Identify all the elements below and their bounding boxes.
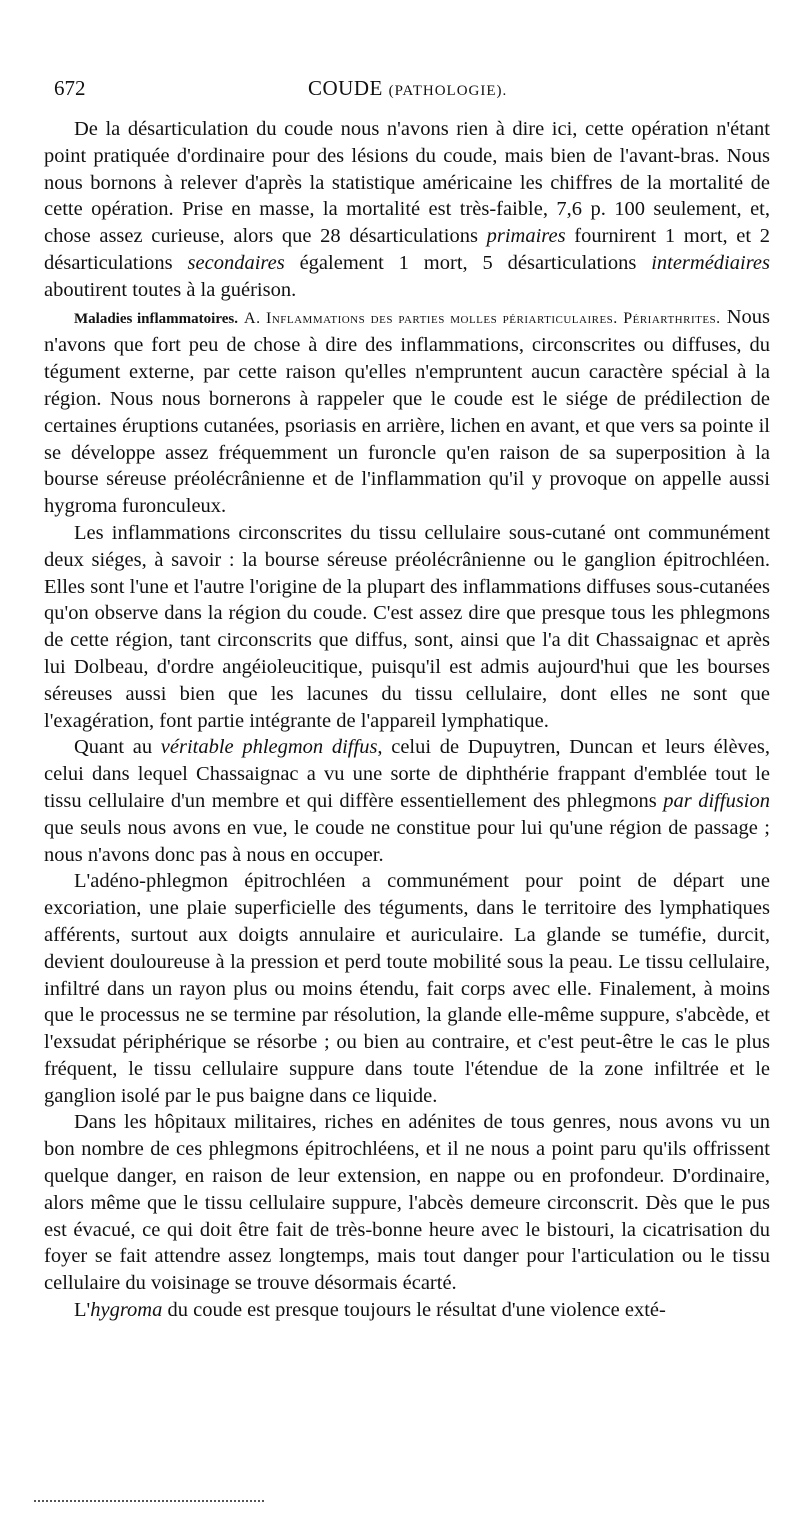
text-run: L'	[74, 1299, 91, 1322]
footer-dotted-rule	[34, 1500, 264, 1502]
paragraph-maladies-inflammatoires	[44, 304, 770, 520]
page-number: 672	[54, 76, 86, 100]
italic-term: véritable phlegmon diffus	[160, 736, 378, 759]
italic-term: hygroma	[90, 1299, 163, 1322]
running-head-title: COUDE	[308, 76, 383, 100]
paragraph-hygroma	[44, 1297, 770, 1324]
text-run: De la désarticulation du coude nous n'avons rien à dire ici, cette opération n'étant point pratiquée d'ordinaire pour des lésions du coude, mais bien de l'avant-bras. Nous nous bornons à relever d'après la statistique américaine les chiffres de la mortalité de cette opération. Prise en masse, la mortalité est très-faible, 7,6 p. 100 seulement, et, chose assez curieuse, alors que 28 désarticulations	[44, 118, 770, 248]
italic-term: secondaires	[187, 251, 285, 274]
paragraph-inflammations-circonscrites: Les inflammations circonscrites du tissu cellulaire sous-cutané ont communément deux siéges, à savoir : la bourse séreuse préolécrânienne ou le ganglion épitrochléen. Elles sont l'une et l'autre l'origine de la plupart des inflammations diffuses sous-cutanées qu'on observe dans la région du coude. C'est assez dire que presque tous les phlegmons de cette région, tant circonscrits que diffus, sont, ainsi que l'a dit Chassaignac et après lui Dolbeau, d'ordre angéioleucitique, puisqu'il est admis aujourd'hui que les bourses séreuses aussi bien que les lacunes du tissu cellulaire, dont elles ne sont que l'exagération, font partie intégrante de l'appareil lymphatique.	[44, 521, 770, 732]
text-run: également 1 mort, 5 désarticulations	[284, 251, 652, 274]
paragraph-desarticulation	[44, 116, 770, 304]
book-page	[44, 76, 770, 1324]
text-run: aboutirent toutes à la guérison.	[44, 278, 297, 301]
paragraph-adeno-phlegmon: L'adéno-phlegmon épitrochléen a communément pour point de départ une excoriation, une plaie superficielle des téguments, dans le territoire des lymphatiques afférents, surtout aux doigts annulaire et auriculaire. La glande se tuméfie, durcit, devient douloureuse à la pression et perd toute mobilité sous la peau. Le tissu cellulaire, infiltré dans un rayon plus ou moins étendu, fait corps avec elle. Finalement, à moins que le processus ne se termine par résolution, la glande elle-même suppure, s'abcède, et l'exsudat périphérique se résorbe ; ou bien au contraire, et c'est peut-être le cas le plus fréquent, le tissu cellulaire suppure dans toute l'étendue de la zone infiltrée et le ganglion isolé par le pus baigne dans ce liquide.	[44, 870, 770, 1107]
italic-term: primaires	[486, 225, 566, 248]
text-run: , celui de Dupuytren, Duncan et leurs élèves, celui dans lequel Chassaignac a vu une sorte de diphthérie frappant d'emblée tout le tissu cellulaire d'un membre et qui diffère essentiellement des phlegmons	[44, 736, 770, 812]
text-run: Nous n'avons que fort peu de chose à dire des inflammations, circonscrites ou diffuses, du tégument externe, par cette raison qu'elles n'empruntent aucun caractère spécial à la région. Nous nous bornerons à rappeler que le coude est le siége de prédilection de certaines éruptions cutanées, psoriasis en arrière, lichen en avant, et que vers sa pointe il se développe assez fréquemment un furoncle qu'en raison de sa superposition à la bourse séreuse préolécrânienne et de l'inflammation qu'il y provoque on appelle aussi hygroma furonculeux.	[44, 305, 771, 518]
text-run: Quant au	[74, 736, 161, 759]
section-heading: Maladies inflammatoires.	[74, 310, 238, 327]
text-run: que seuls nous avons en vue, le coude ne constitue pour lui qu'une région de passage ; nous n'avons donc pas à nous en occuper.	[44, 816, 770, 866]
text-run: du coude est presque toujours le résultat d'une violence exté-	[162, 1299, 666, 1322]
running-head-subtitle: (PATHOLOGIE).	[388, 83, 508, 99]
subsection-title: A. Inflammations des parties molles périarticulaires. Périarthrites.	[244, 309, 721, 327]
italic-term: intermédiaires	[651, 251, 770, 274]
page-header	[44, 76, 770, 116]
paragraph-phlegmon-diffus	[44, 734, 770, 868]
text-run: fournirent 1 mort, et 2 désarticulations	[44, 225, 771, 274]
italic-term: par diffusion	[663, 789, 770, 812]
body-text	[44, 116, 770, 1324]
running-head	[308, 76, 507, 101]
paragraph-hopitaux-militaires: Dans les hôpitaux militaires, riches en adénites de tous genres, nous avons vu un bon nombre de ces phlegmons épitrochléens, et il ne nous a point paru qu'ils offrissent quelque danger, en raison de leur extension, en nappe ou en profondeur. D'ordinaire, alors même que le tissu cellulaire suppure, l'abcès demeure circonscrit. Dès que le pus est évacué, ce qui doit être fait de très-bonne heure avec le bistouri, la cicatrisation du foyer se fait attendre assez longtemps, mais tout danger pour l'articulation ou le tissu cellulaire du voisinage se trouve désormais écarté.	[44, 1111, 770, 1295]
